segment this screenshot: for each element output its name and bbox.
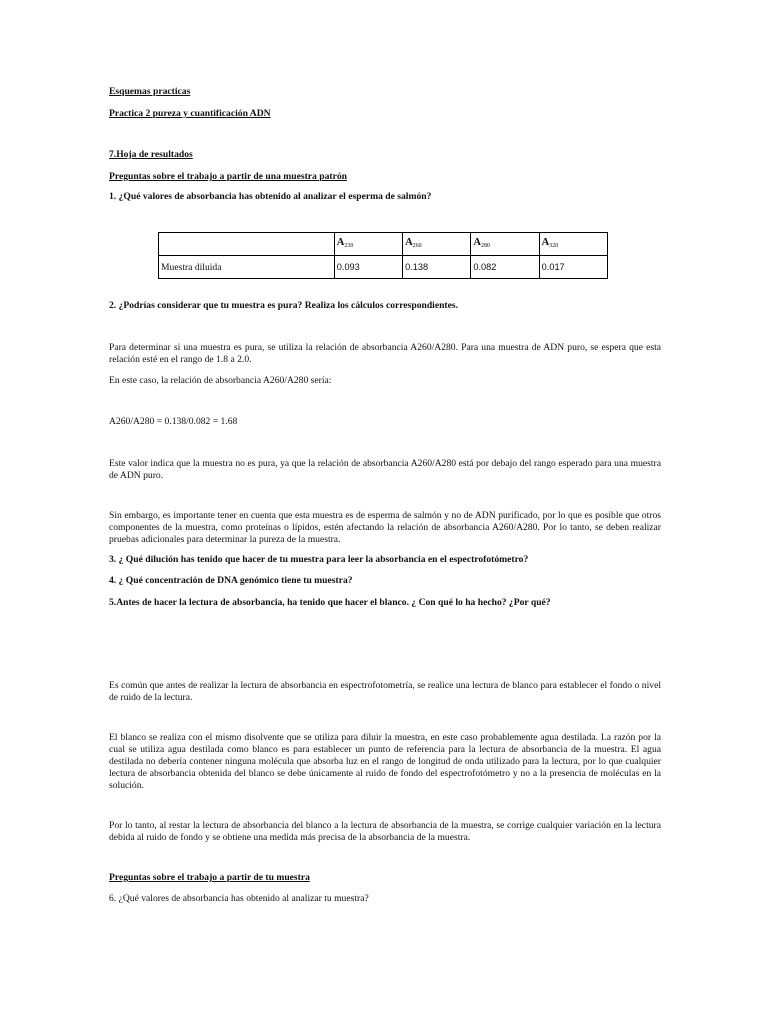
- answer-5-paragraph: Por lo tanto, al restar la lectura de absorbancia del blanco a la lectura de absorbancia de la muestra, se corrige cualquier variación en la lectura debida al ruido de fondo y se obtiene una medida más precisa de la absorbancia de la muestra.: [109, 820, 661, 843]
- table-cell: 0.138: [403, 256, 471, 279]
- subsection-own-sample: Preguntas sobre el trabajo a partir de tu muestra: [109, 872, 310, 883]
- answer-2-paragraph: Este valor indica que la muestra no es pura, ya que la relación de absorbancia A260/A280 está por debajo del rango esperado para una muestra de ADN puro.: [109, 458, 661, 481]
- table-header-cell: $A_{280}$: [471, 233, 539, 256]
- table-header-row: [159, 233, 608, 256]
- question-3: 3. ¿ Qué dilución has tenido que hacer de tu muestra para leer la absorbancia en el espectrofotómetro?: [109, 554, 529, 565]
- answer-5-paragraph: Es común que antes de realizar la lectura de absorbancia en espectrofotometría, se realice una lectura de blanco para establecer el fondo o nivel de ruido de la lectura.: [109, 680, 661, 703]
- question-5: 5.Antes de hacer la lectura de absorbancia, ha tenido que hacer el blanco. ¿ Con qué lo ha hecho? ¿Por qué?: [109, 597, 551, 608]
- answer-5-paragraph: El blanco se realiza con el mismo disolvente que se utiliza para diluir la muestra, en este caso probablemente agua destilada. La razón por la cual se utiliza agua destilada como blanco es para establecer un punto de referencia para la lectura de absorbancia de la muestra. El agua destilada no debería contener ninguna molécula que absorba luz en el rango de longitud de onda utilizado para la lectura, por lo que cualquier lectura de absorbancia obtenida del blanco se debe únicamente al ruido de fondo del espectrofotómetro y no a la presencia de moléculas en la solución.: [109, 732, 661, 791]
- question-1: 1. ¿Qué valores de absorbancia has obtenido al analizar el esperma de salmón?: [109, 191, 432, 202]
- table-cell: 0.093: [334, 256, 402, 279]
- answer-2-paragraph: Para determinar si una muestra es pura, se utiliza la relación de absorbancia A260/A280. Para una muestra de ADN puro, se espera que esta relación esté en el rango de 1.8 a 2.0.: [109, 342, 661, 365]
- answer-2-formula: A260/A280 = 0.138/0.082 = 1.68: [109, 416, 238, 427]
- table-corner-cell: [159, 233, 335, 256]
- table-cell: 0.082: [471, 256, 539, 279]
- practice-title: Practica 2 pureza y cuantificación ADN: [109, 108, 271, 119]
- absorbance-table: [158, 232, 608, 279]
- doc-title: Esquemas practicas: [109, 86, 191, 97]
- table-header-cell: $A_{320}$: [539, 233, 607, 256]
- table-row: [159, 256, 608, 279]
- question-2: 2. ¿Podrías considerar que tu muestra es pura? Realiza los cálculos correspondientes.: [109, 300, 459, 311]
- table-row-label: Muestra diluida: [159, 256, 335, 279]
- table-header-cell: $A_{230}$: [334, 233, 402, 256]
- answer-2-paragraph: En este caso, la relación de absorbancia A260/A280 sería:: [109, 375, 332, 386]
- question-4: 4. ¿ Qué concentración de DNA genómico tiene tu muestra?: [109, 575, 353, 586]
- section-title: 7.Hoja de resultados: [109, 149, 193, 160]
- subsection-standard: Preguntas sobre el trabajo a partir de una muestra patrón: [109, 171, 347, 182]
- table-header-cell: $A_{260}$: [403, 233, 471, 256]
- question-6: 6. ¿Qué valores de absorbancia has obtenido al analizar tu muestra?: [109, 893, 369, 904]
- table-cell: 0.017: [539, 256, 607, 279]
- answer-2-paragraph: Sin embargo, es importante tener en cuenta que esta muestra es de esperma de salmón y no de ADN purificado, por lo que es posible que otros componentes de la muestra, como proteínas o lípidos, estén afectando la relación de absorbancia A260/A280. Por lo tanto, se deben realizar pruebas adicionales para determinar la pureza de la muestra.: [109, 510, 661, 545]
